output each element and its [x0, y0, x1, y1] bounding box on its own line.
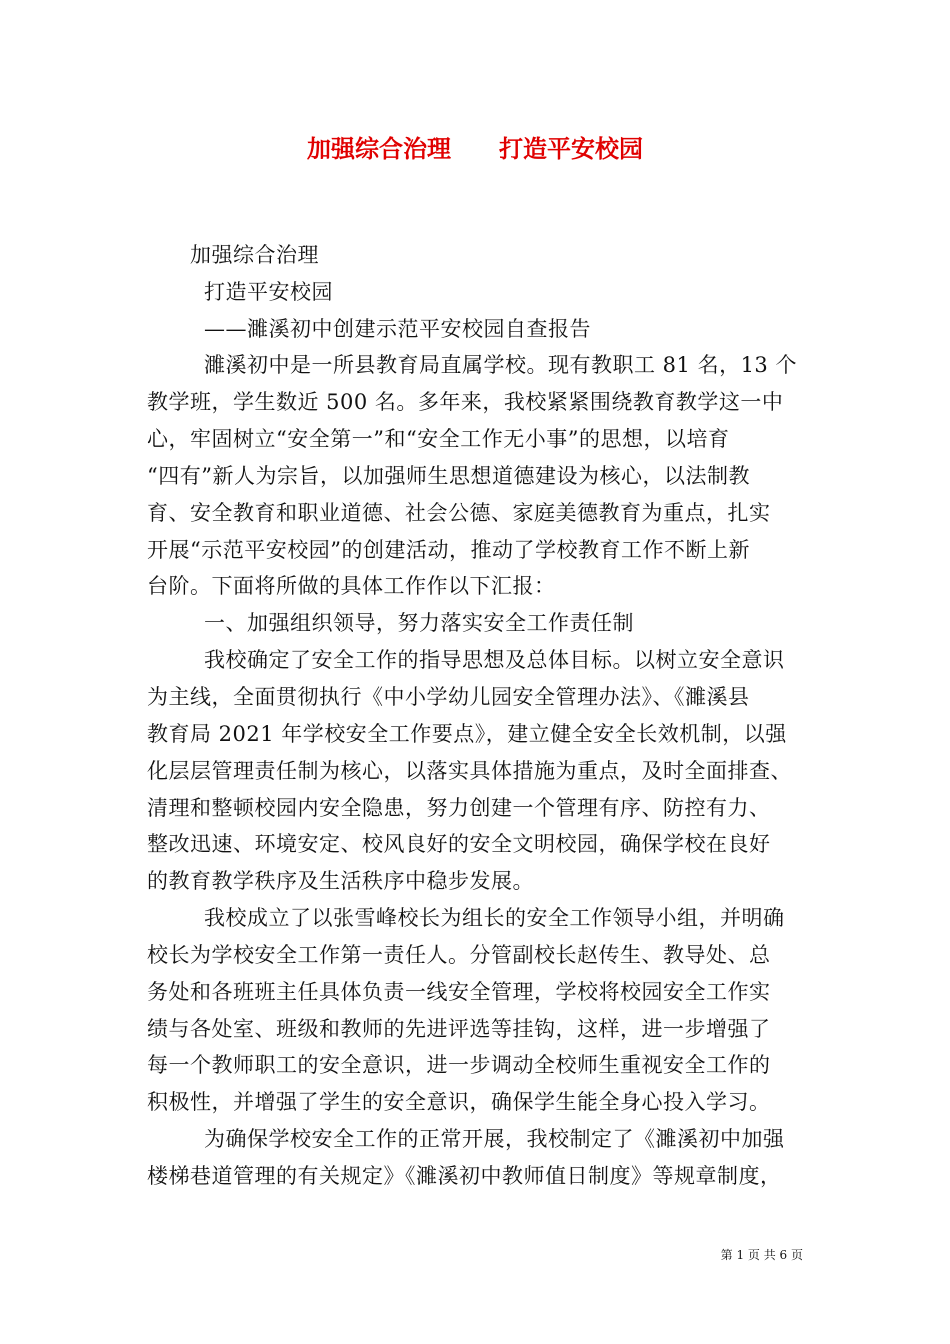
text-line: 整改迅速、环境安定、校风良好的安全文明校园，确保学校在良好: [147, 832, 771, 856]
text-line: 清理和整顿校园内安全隐患，努力创建一个管理有序、防控有力、: [147, 796, 771, 820]
text-line: 为确保学校安全工作的正常开展，我校制定了《濉溪初中加强: [204, 1127, 785, 1151]
text-line: “四有”新人为宗旨，以加强师生思想道德建设为核心，以法制教: [147, 464, 750, 488]
text-line: 务处和各班班主任具体负责一线安全管理，学校将校园安全工作实: [147, 980, 771, 1004]
document-title: 加强综合治理 打造平安校园: [307, 134, 643, 163]
text-line: ——濉溪初中创建示范平安校园自查报告: [204, 317, 591, 341]
text-line: 的教育教学秩序及生活秩序中稳步发展。: [147, 869, 534, 893]
text-line: 绩与各处室、班级和教师的先进评选等挂钩，这样，进一步增强了: [147, 1017, 771, 1041]
text-line: 校长为学校安全工作第一责任人。分管副校长赵传生、教导处、总: [147, 943, 771, 967]
text-line: 我校成立了以张雪峰校长为组长的安全工作领导小组，并明确: [204, 906, 785, 930]
section-heading: 一、加强组织领导，努力落实安全工作责任制: [204, 611, 634, 635]
text-line: 濉溪初中是一所县教育局直属学校。现有教职工 81 名，13 个: [204, 353, 797, 377]
text-line: 每一个教师职工的安全意识，进一步调动全校师生重视安全工作的: [147, 1053, 771, 1077]
text-line: 育、安全教育和职业道德、社会公德、家庭美德教育为重点，扎实: [147, 501, 771, 525]
text-line: 化层层管理责任制为核心，以落实具体措施为重点，及时全面排查、: [147, 759, 792, 783]
text-line: 为主线，全面贯彻执行《中小学幼儿园安全管理办法》、《濉溪县: [147, 685, 750, 709]
text-line: 教学班，学生数近 500 名。多年来，我校紧紧围绕教育教学这一中: [147, 390, 784, 414]
text-line: 楼梯巷道管理的有关规定》《濉溪初中教师值日制度》等规章制度，: [147, 1164, 782, 1188]
text-line: 积极性，并增强了学生的安全意识，确保学生能全身心投入学习。: [147, 1090, 771, 1114]
text-line: 打造平安校园: [204, 280, 333, 304]
text-line: 教育局 2021 年学校安全工作要点》，建立健全安全长效机制，以强: [147, 722, 787, 746]
page-number: 第 1 页 共 6 页: [720, 1248, 803, 1262]
text-line: 心，牢固树立“安全第一”和“安全工作无小事”的思想，以培育: [147, 427, 730, 451]
text-line: 开展“示范平安校园”的创建活动，推动了学校教育工作不断上新: [147, 538, 750, 562]
text-line: 加强综合治理: [190, 243, 319, 267]
text-line: 我校确定了安全工作的指导思想及总体目标。以树立安全意识: [204, 648, 785, 672]
text-line: 台阶。下面将所做的具体工作作以下汇报：: [147, 574, 556, 598]
